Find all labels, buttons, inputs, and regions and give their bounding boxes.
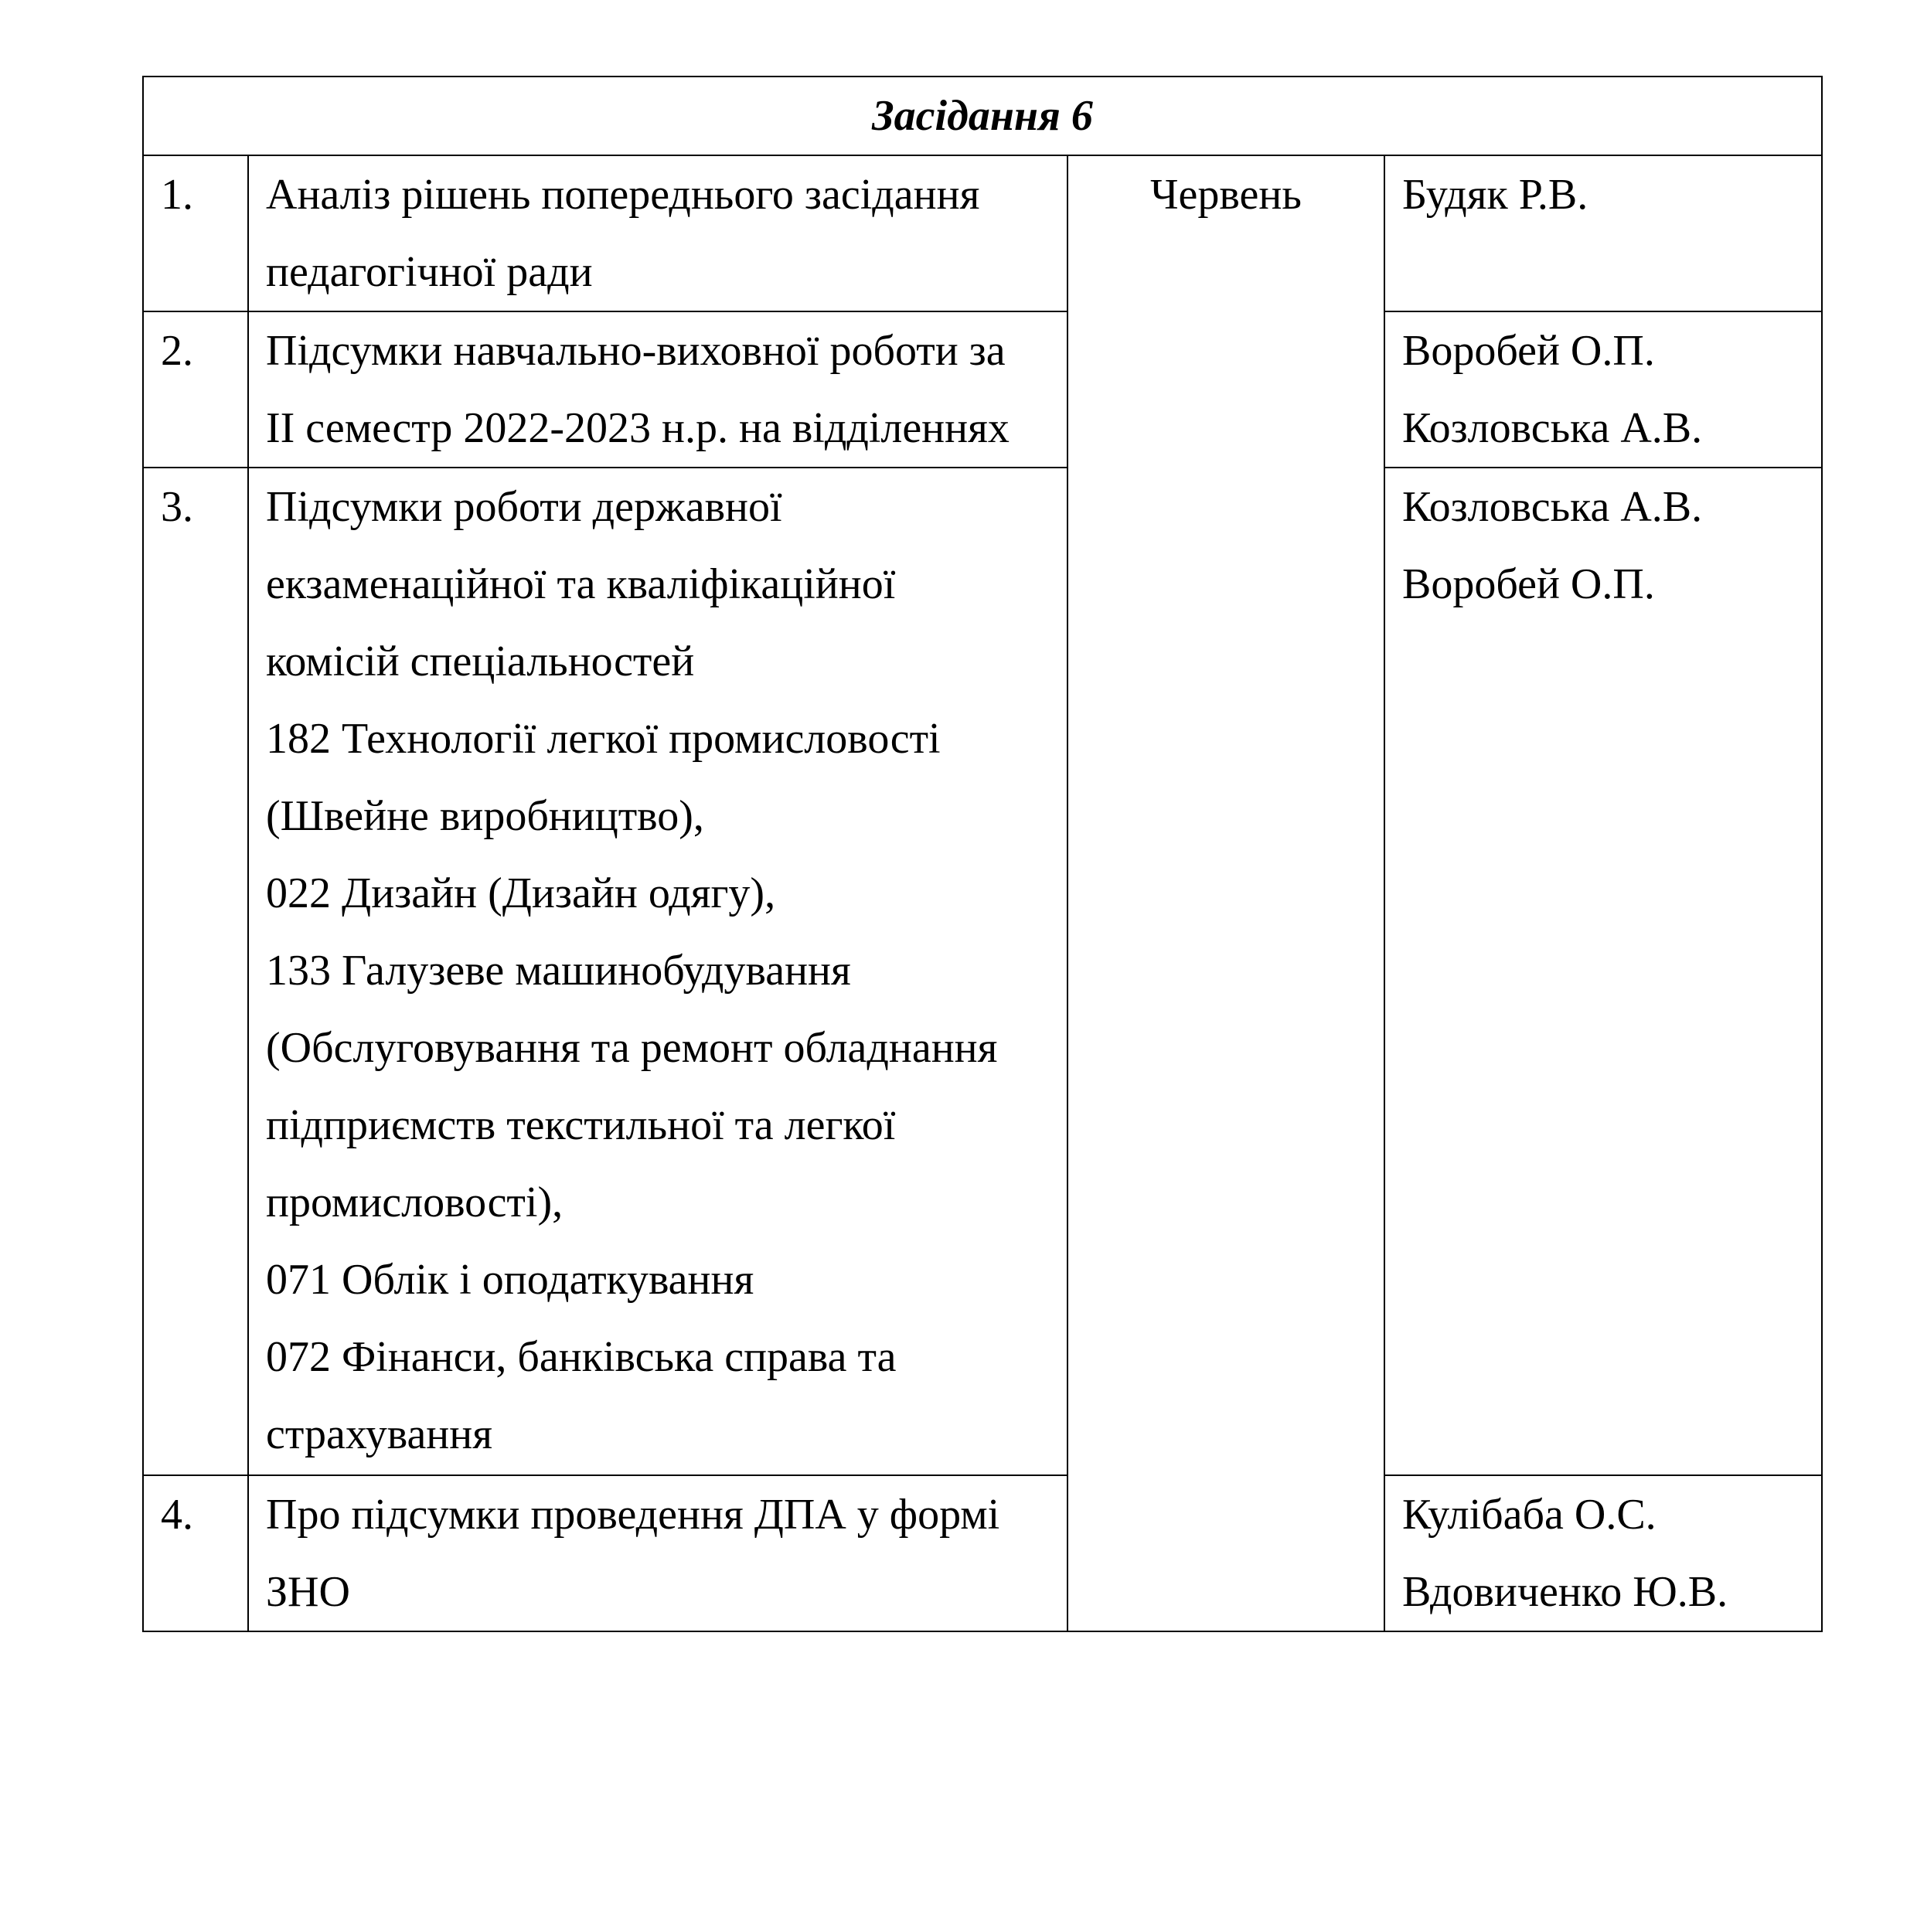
item-responsible: [1384, 311, 1822, 468]
item-responsible: [1384, 155, 1822, 311]
item-number: 2.: [143, 311, 248, 468]
document-page: [142, 76, 1821, 1632]
table-row: [143, 311, 1822, 468]
topic-line: 072 Фінанси, банківська справа та: [266, 1333, 897, 1381]
topic-line: ІІ семестр 2022-2023 н.р. на відділеннях: [266, 404, 1010, 452]
topic-line: (Швейне виробництво),: [266, 792, 704, 840]
item-number: 4.: [143, 1475, 248, 1631]
topic-line: 022 Дизайн (Дизайн одягу),: [266, 869, 776, 917]
topic-line: 133 Галузеве машинобудування: [266, 947, 851, 995]
topic-line: Аналіз рішень попереднього засідання: [266, 171, 980, 219]
responsible-person: Козловська А.В.: [1402, 483, 1703, 531]
responsible-person: Козловська А.В.: [1402, 404, 1703, 452]
topic-line: Підсумки навчально-виховної роботи за: [266, 327, 1006, 375]
session-plan-table: [142, 76, 1823, 1632]
topic-line: комісій спеціальностей: [266, 638, 695, 685]
responsible-person: Будяк Р.В.: [1402, 171, 1588, 219]
session-title: Засідання 6: [143, 77, 1822, 155]
topic-line: педагогічної ради: [266, 248, 593, 296]
table-row: [143, 155, 1822, 311]
topic-line: екзаменаційної та кваліфікаційної: [266, 560, 896, 608]
session-heading-row: [143, 77, 1822, 155]
topic-line: страхування: [266, 1410, 492, 1458]
topic-line: Про підсумки проведення ДПА у формі: [266, 1491, 1000, 1539]
responsible-person: Воробей О.П.: [1402, 560, 1655, 608]
responsible-person: Воробей О.П.: [1402, 327, 1655, 375]
item-responsible: [1384, 1475, 1822, 1631]
item-responsible: [1384, 468, 1822, 1475]
topic-line: 182 Технології легкої промисловості: [266, 715, 941, 763]
topic-line: промисловості),: [266, 1179, 564, 1226]
month-cell: Червень: [1067, 155, 1384, 1631]
item-topic: [248, 1475, 1067, 1631]
item-topic: [248, 311, 1067, 468]
responsible-person: Кулібаба О.С.: [1402, 1491, 1657, 1539]
topic-line: (Обслуговування та ремонт обладнання: [266, 1024, 998, 1072]
topic-line: підприємств текстильної та легкої: [266, 1101, 896, 1149]
item-topic: [248, 155, 1067, 311]
topic-line: 071 Облік і оподаткування: [266, 1256, 754, 1304]
table-row: [143, 468, 1822, 1475]
item-number: 1.: [143, 155, 248, 311]
topic-line: Підсумки роботи державної: [266, 483, 782, 531]
item-topic: [248, 468, 1067, 1475]
table-row: [143, 1475, 1822, 1631]
topic-line: ЗНО: [266, 1568, 350, 1616]
responsible-person: Вдовиченко Ю.В.: [1402, 1568, 1728, 1616]
item-number: 3.: [143, 468, 248, 1475]
